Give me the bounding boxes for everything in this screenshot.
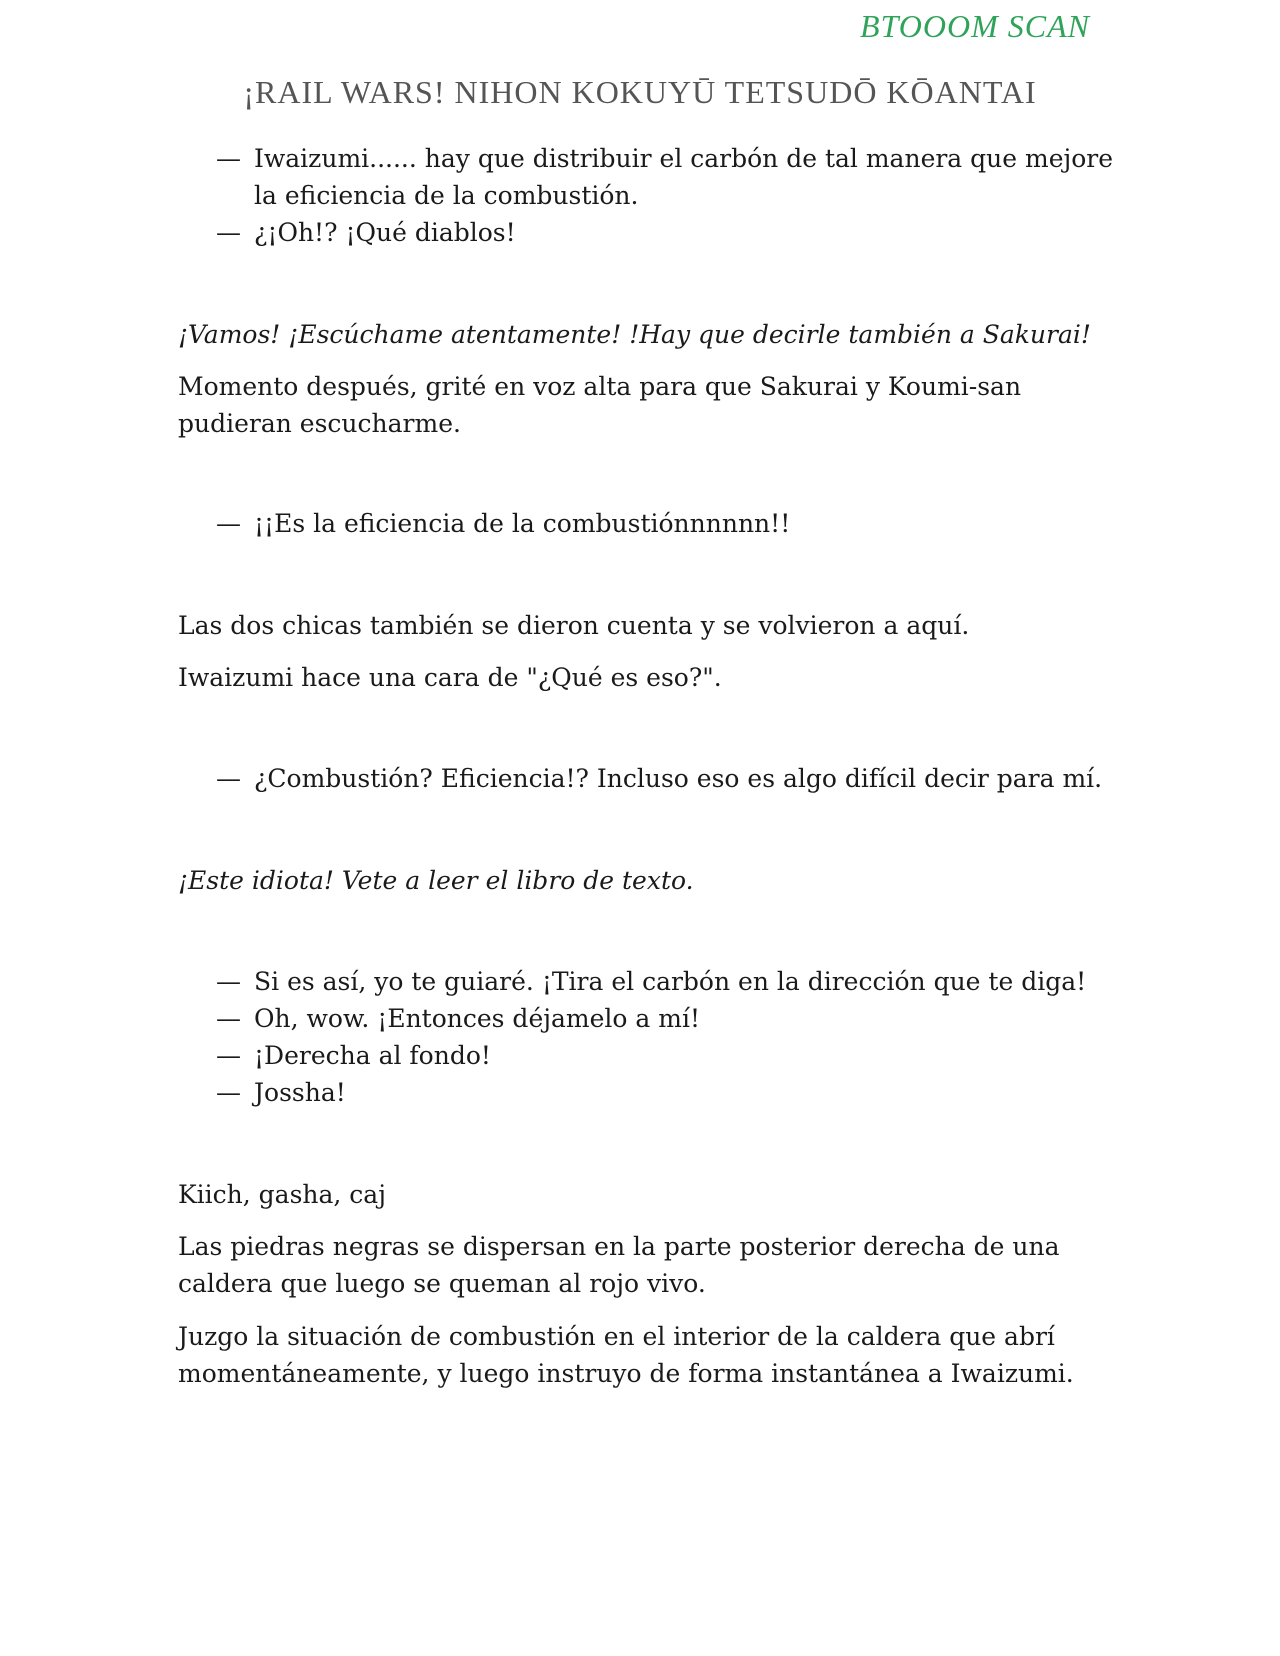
page-header-title: ¡RAIL WARS! NIHON KOKUYŪ TETSUDŌ KŌANTAI — [243, 74, 1037, 110]
dialogue-line — [216, 760, 1102, 797]
dialogue-dash: — — [216, 967, 241, 996]
narration-paragraph: Las dos chicas también se dieron cuenta y se volvieron a aquí. — [178, 611, 970, 640]
dialogue-dash: — — [216, 509, 241, 538]
dialogue-line — [216, 963, 1086, 1000]
dialogue-text: Iwaizumi...... hay que distribuir el carbón de tal manera que mejore — [254, 144, 1114, 173]
italic-thought: ¡Este idiota! Vete a leer el libro de texto. — [178, 866, 694, 895]
dialogue-line — [216, 1074, 346, 1111]
paragraph-line: Las piedras negras se dispersan en la parte posterior derecha de una — [178, 1232, 1060, 1261]
dialogue-text: ¡¡Es la eficiencia de la combustiónnnnnn!! — [254, 509, 791, 538]
scanlator-watermark: BTOOOM SCAN — [860, 8, 1090, 44]
dialogue-dash: — — [216, 1004, 241, 1033]
narration-paragraph — [178, 368, 1021, 442]
dialogue-text: ¿Combustión? Eficiencia!? Incluso eso es algo difícil decir para mí. — [254, 764, 1103, 793]
paragraph-line: caldera que luego se queman al rojo vivo. — [178, 1269, 706, 1298]
paragraph-line: momentáneamente, y luego instruyo de forma instantánea a Iwaizumi. — [178, 1359, 1074, 1388]
dialogue-dash: — — [216, 1041, 241, 1070]
dialogue-dash: — — [216, 1078, 241, 1107]
paragraph-line: Momento después, grité en voz alta para que Sakurai y Koumi-san — [178, 372, 1022, 401]
dialogue-line — [216, 1000, 700, 1037]
dialogue-text: Jossha! — [254, 1078, 346, 1107]
dialogue-line — [216, 214, 516, 251]
dialogue-text: ¿¡Oh!? ¡Qué diablos! — [254, 218, 516, 247]
narration-paragraph — [178, 1228, 1059, 1302]
dialogue-text: Oh, wow. ¡Entonces déjamelo a mí! — [254, 1004, 700, 1033]
dialogue-text: Si es así, yo te guiaré. ¡Tira el carbón en la dirección que te diga! — [254, 967, 1087, 996]
narration-paragraph — [178, 1318, 1074, 1392]
paragraph-line: pudieran escucharme. — [178, 409, 461, 438]
paragraph-line: Juzgo la situación de combustión en el interior de la caldera que abrí — [178, 1322, 1055, 1351]
narration-paragraph: Iwaizumi hace una cara de "¿Qué es eso?". — [178, 663, 722, 692]
dialogue-dash: — — [216, 144, 241, 173]
dialogue-line — [216, 1037, 491, 1074]
sound-effect-line: Kiich, gasha, caj — [178, 1180, 386, 1209]
dialogue-line — [216, 505, 790, 542]
dialogue-line — [216, 140, 1113, 214]
dialogue-dash: — — [216, 764, 241, 793]
dialogue-text-continued: la eficiencia de la combustión. — [254, 181, 639, 210]
italic-thought: ¡Vamos! ¡Escúchame atentamente! !Hay que decirle también a Sakurai! — [178, 320, 1091, 349]
dialogue-dash: — — [216, 218, 241, 247]
dialogue-text: ¡Derecha al fondo! — [254, 1041, 491, 1070]
